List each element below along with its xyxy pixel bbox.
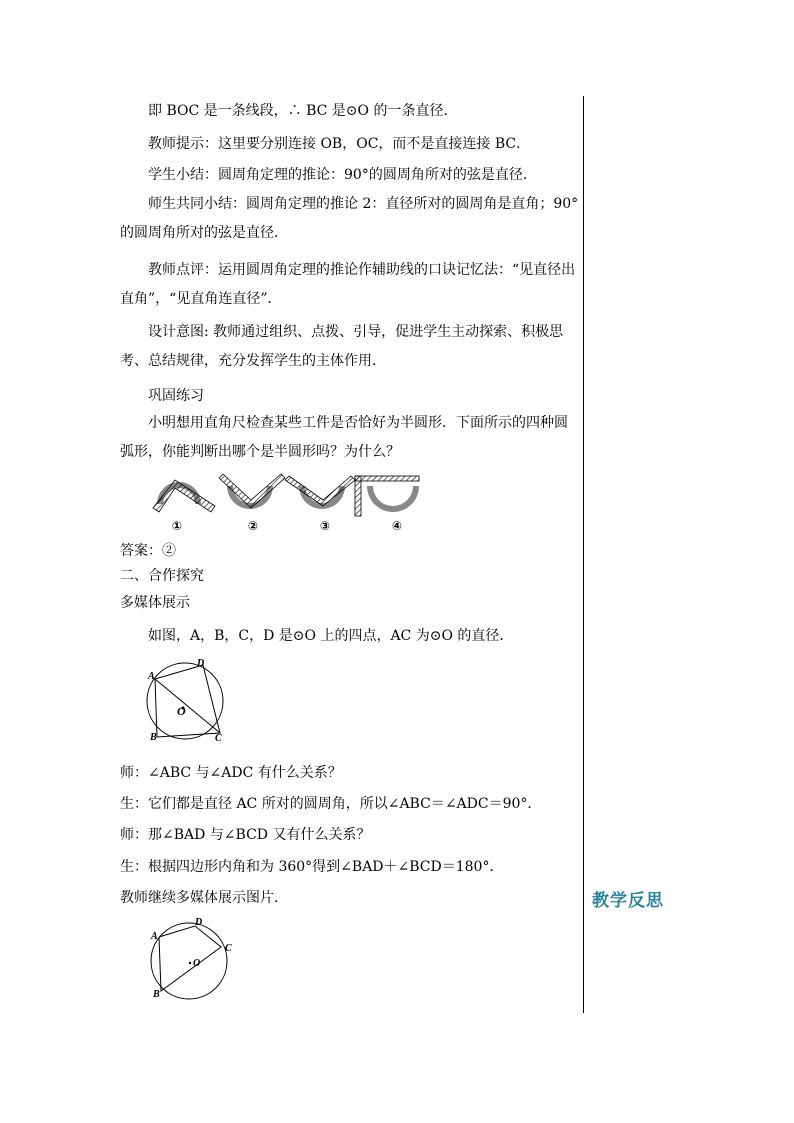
text-line-13: 生：根据四边形内角和为 360°得到∠BAD＋∠BCD＝180°．: [120, 859, 504, 875]
answer-line: 答案：②: [120, 543, 176, 559]
circle-figure-2: [145, 915, 245, 1005]
teaching-reflection-heading: 教学反思: [592, 891, 664, 911]
text-line-11: 生：它们都是直径 AC 所对的圆周角，所以∠ABC＝∠ADC＝90°．: [120, 796, 542, 812]
text-paragraph-4: 师生共同小结：圆周角定理的推论 2：直径所对的圆周角是直角；90°的圆周角所对的弦是直径．: [120, 196, 579, 241]
shape-label-1: ①: [171, 519, 183, 533]
column-divider: [583, 96, 584, 1013]
fig2-label-a: A: [151, 931, 158, 942]
text-line-3: 学生小结：圆周角定理的推论：90°的圆周角所对的弦是直径．: [148, 167, 537, 183]
shape-label-4: ④: [391, 519, 403, 533]
section-practice: 巩固练习: [148, 388, 204, 404]
text-paragraph-6: 设计意图: 教师通过组织、点拨、引导，促进学生主动探索、积极思考、总结规律，充分发挥学生的主体作用．: [120, 324, 564, 369]
shape-label-2: ②: [247, 519, 259, 533]
fig1-label-b: B: [150, 732, 157, 743]
text-line-9: 如图，A，B，C，D 是⊙O 上的四点，AC 为⊙O 的直径．: [148, 628, 514, 644]
text-paragraph-8: 小明想用直角尺检查某些工件是否恰好为半圆形．下面所示的四种圆弧形，你能判断出哪个是半圆形吗？为什么？: [120, 415, 568, 460]
multimedia-label: 多媒体展示: [120, 595, 190, 611]
text-line-10: 师：∠ABC 与∠ADC 有什么关系？: [120, 765, 342, 781]
text-paragraph-5: 教师点评：运用圆周角定理的推论作辅助线的口诀记忆法：“见直径出直角”，“见直角连直径”．: [120, 262, 576, 307]
fig1-label-o: O: [177, 704, 186, 718]
semicircle-check-figure: [145, 470, 425, 540]
fig1-label-a: A: [148, 671, 155, 682]
fig2-label-o: O: [193, 958, 201, 969]
text-line-14: 教师继续多媒体展示图片.: [120, 890, 279, 906]
shape-4: [355, 476, 419, 516]
text-line-1: 即 BOC 是一条线段，∴ BC 是⊙O 的一条直径．: [148, 103, 458, 119]
fig2-label-d: D: [195, 917, 203, 928]
section-heading: 二、合作探究: [120, 568, 204, 584]
text-line-2: 教师提示：这里要分别连接 OB，OC，而不是直接连接 BC．: [148, 136, 531, 152]
shape-2: [219, 474, 285, 509]
fig1-label-c: C: [215, 733, 222, 744]
text-line-12: 师：那∠BAD 与∠BCD 又有什么关系？: [120, 827, 371, 843]
fig2-label-c: C: [225, 943, 232, 954]
shape-3: [285, 476, 355, 509]
fig2-label-b: B: [153, 989, 160, 1000]
shape-label-3: ③: [319, 519, 331, 533]
circle-figure-1: [145, 655, 235, 745]
fig1-label-d: D: [197, 658, 205, 669]
shape-1: [153, 480, 215, 512]
